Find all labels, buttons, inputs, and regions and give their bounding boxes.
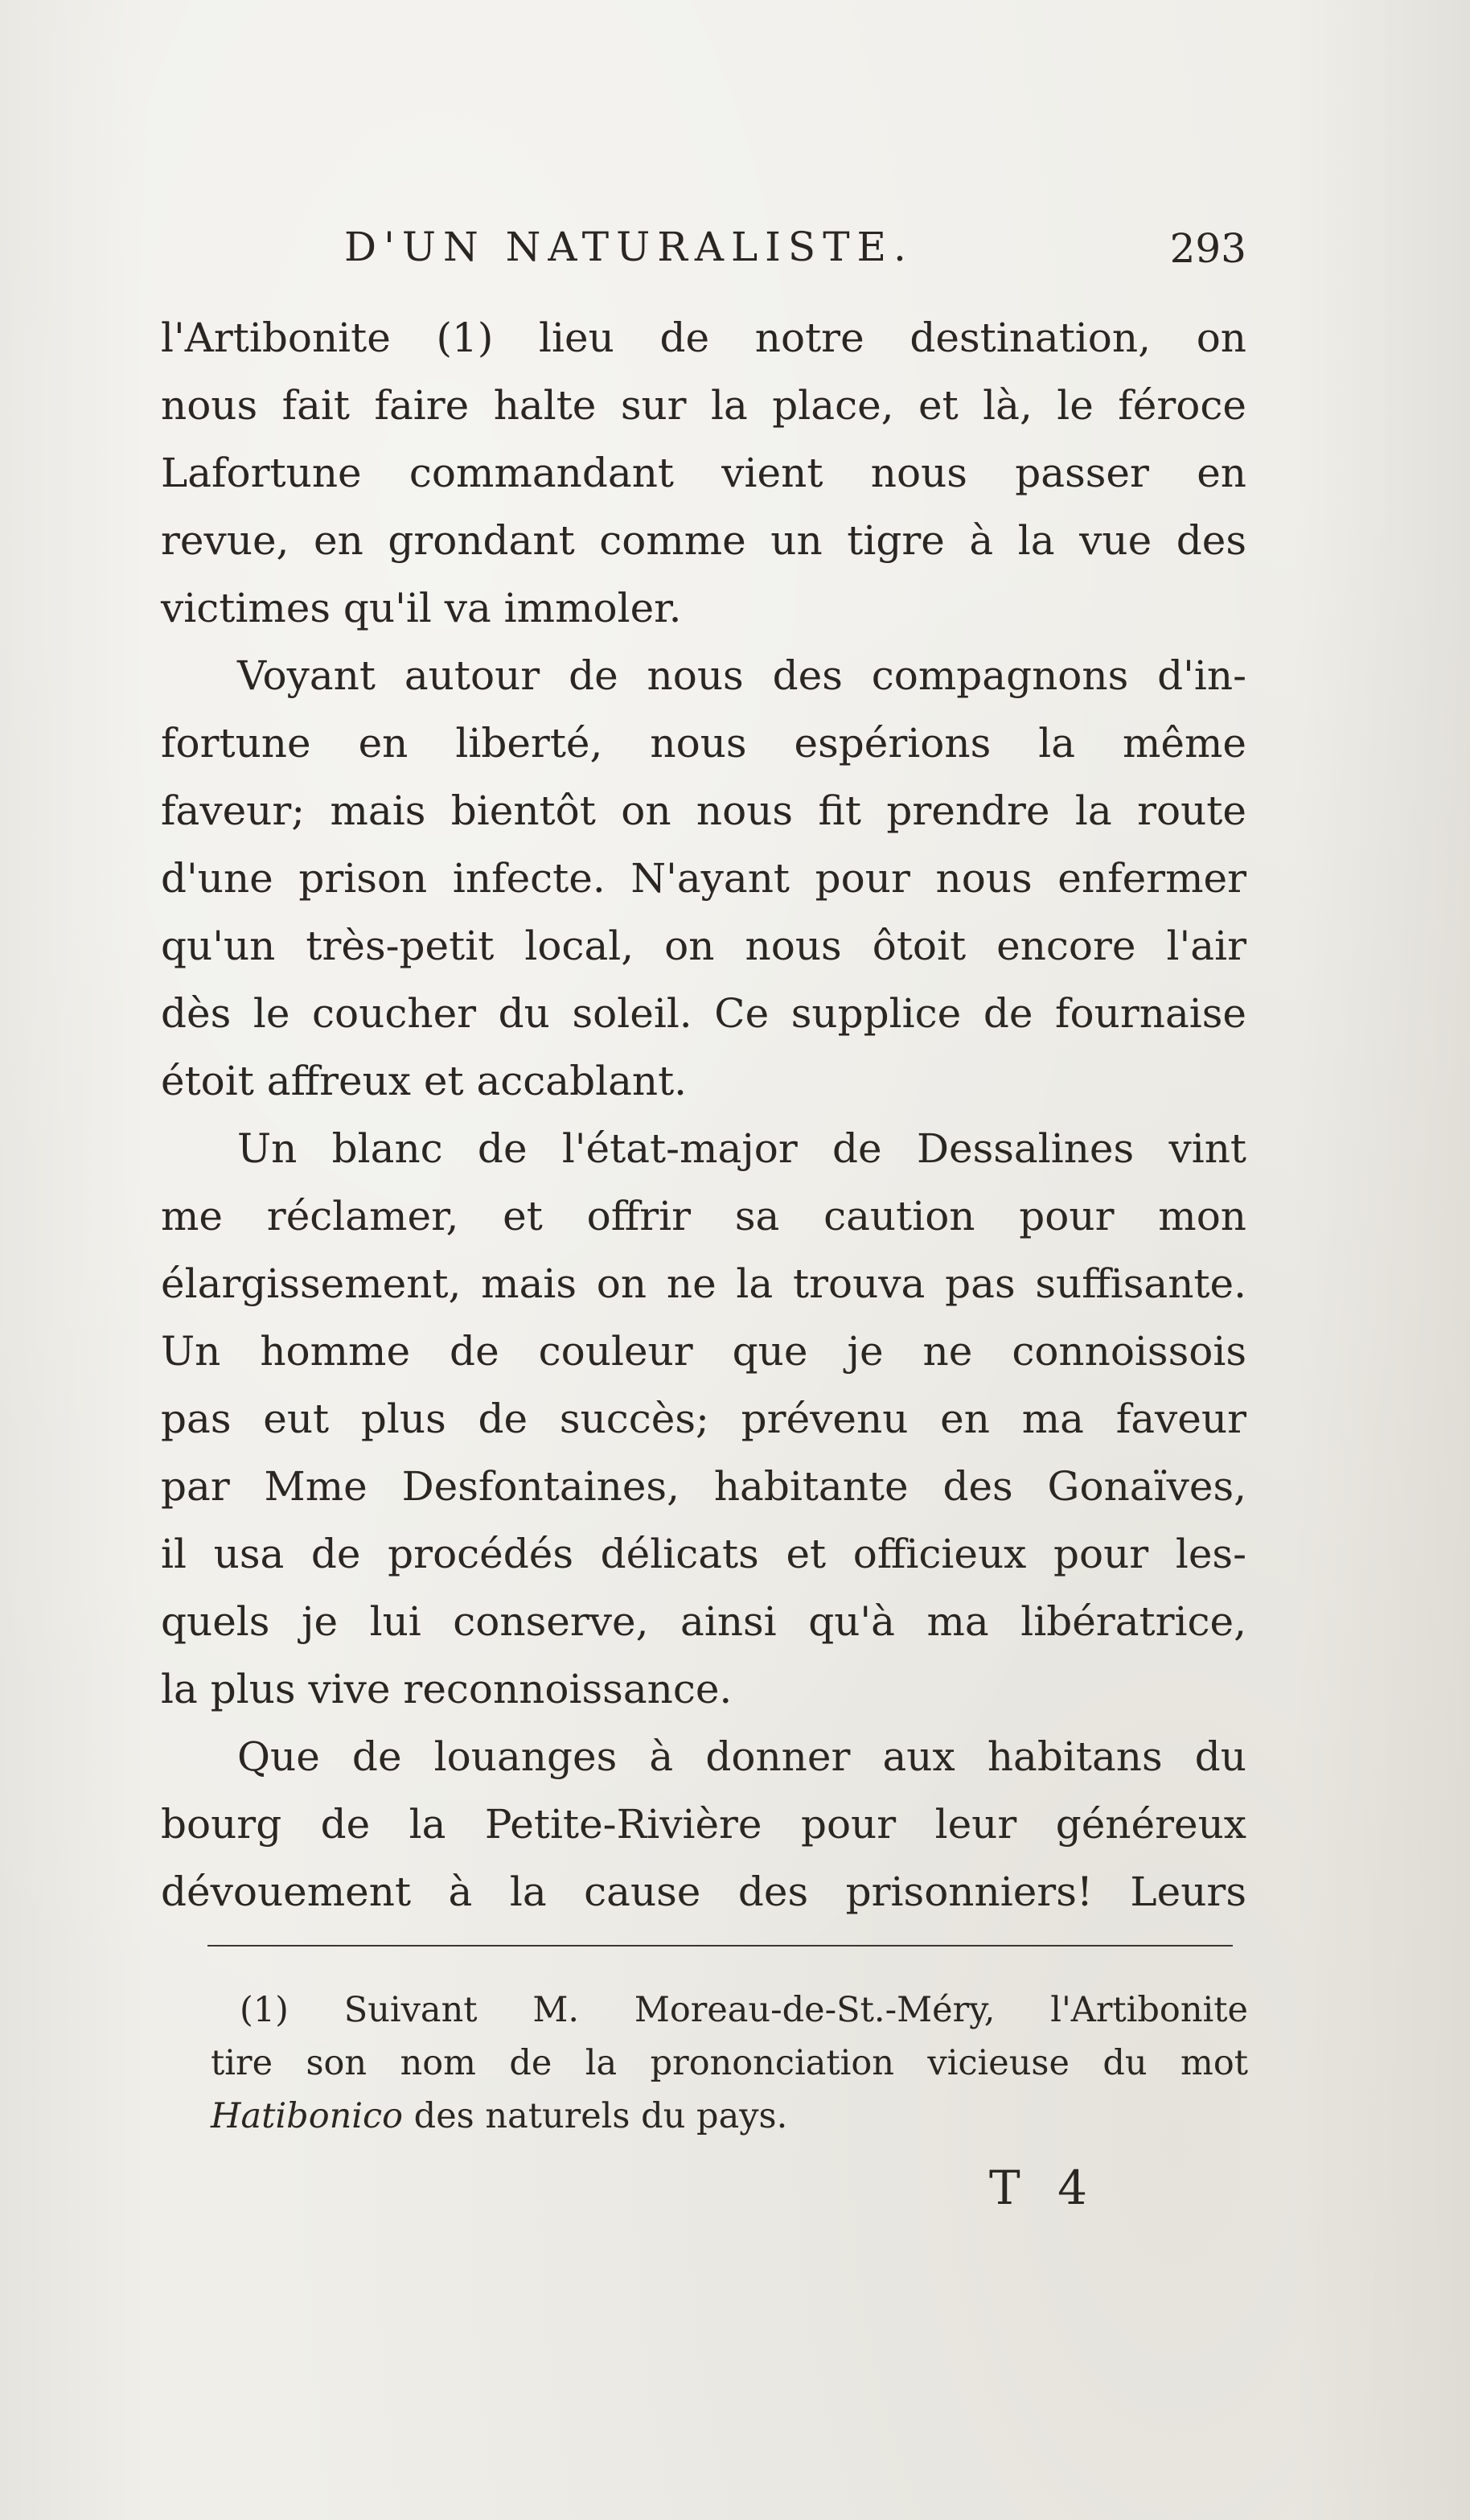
- text-line: élargissement, mais on ne la trouva pas suffisante.: [161, 1260, 1246, 1307]
- text-line: dès le coucher du soleil. Ce supplice de fournaise: [161, 990, 1246, 1037]
- text-line: Un homme de couleur que je ne connoissois: [161, 1328, 1246, 1375]
- text-line: dévouement à la cause des prisonniers! Leurs: [161, 1868, 1246, 1915]
- text-line: victimes qu'il va immoler.: [161, 585, 682, 631]
- text-line: Que de louanges à donner aux habitans du: [237, 1733, 1246, 1780]
- running-head: D'UN NATURALISTE.: [344, 224, 914, 270]
- text-line: pas eut plus de succès; prévenu en ma faveur: [161, 1396, 1246, 1442]
- text-line: faveur; mais bientôt on nous fit prendre la route: [161, 787, 1246, 834]
- text-line: Un blanc de l'état-major de Dessalines vint: [237, 1125, 1246, 1172]
- text-line: me réclamer, et offrir sa caution pour mon: [161, 1193, 1246, 1239]
- footnote-line-rest: des naturels du pays.: [403, 2096, 788, 2136]
- text-line: par Mme Desfontaines, habitante des Gonaïves,: [161, 1463, 1246, 1510]
- text-line: il usa de procédés délicats et officieux pour les-: [161, 1531, 1246, 1577]
- page-header: [161, 224, 1246, 288]
- page-number: 293: [1169, 225, 1246, 272]
- text-line: Voyant autour de nous des compagnons d'in-: [237, 652, 1246, 699]
- body-text: [161, 304, 1246, 1926]
- text-line: la plus vive reconnoissance.: [161, 1666, 733, 1712]
- footnote-line: (1) Suivant M. Moreau-de-St.-Méry, l'Artibonite: [240, 1990, 1248, 2030]
- signature-mark: T 4: [989, 2160, 1099, 2215]
- text-line: fortune en liberté, nous espérions la même: [161, 720, 1246, 767]
- text-line: revue, en grondant comme un tigre à la vue des: [161, 517, 1246, 564]
- footnote-italic-word: Hatibonico: [211, 2096, 403, 2136]
- footnote-line: tire son nom de la prononciation vicieuse du mot: [211, 2043, 1248, 2083]
- footnote-rule: [207, 1945, 1233, 1947]
- text-line: l'Artibonite (1) lieu de notre destination, on: [161, 314, 1246, 361]
- footnote-line: [211, 2090, 1248, 2143]
- text-line: d'une prison infecte. N'ayant pour nous enfermer: [161, 855, 1246, 902]
- text-line: bourg de la Petite-Rivière pour leur généreux: [161, 1801, 1246, 1848]
- text-line: Lafortune commandant vient nous passer en: [161, 450, 1246, 496]
- text-line: étoit affreux et accablant.: [161, 1058, 688, 1104]
- text-line: qu'un très-petit local, on nous ôtoit encore l'air: [161, 923, 1246, 969]
- footnote: [211, 1984, 1248, 2143]
- text-line: quels je lui conserve, ainsi qu'à ma libératrice,: [161, 1598, 1246, 1645]
- text-line: nous fait faire halte sur la place, et là, le féroce: [161, 382, 1246, 429]
